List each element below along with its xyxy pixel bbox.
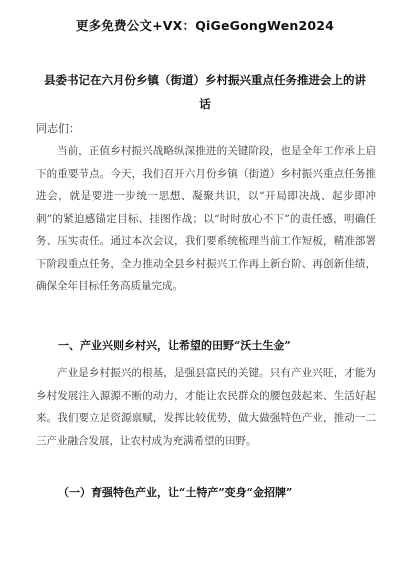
document-title: 县委书记在六月份乡镇（街道）乡村振兴重点任务推进会上的讲话	[44, 73, 366, 111]
subsection-heading-1: （一）育强特色产业，让“土特产”变身“金招牌”	[58, 486, 293, 499]
salutation: 同志们：	[36, 122, 80, 135]
paragraph-industry: 产业是乡村振兴的根基，是强县富民的关键。只有产业兴旺，才能为乡村发展注入源源不断的动力，才能让农民群众的腰包鼓起来、生活好起来。我们要立足资源禀赋，发挥比较优势，做大做强特色产业，推动一二三产业融合发展，让农村成为充满希望的田野。	[36, 367, 376, 447]
section-heading-1: 一、产业兴则乡村兴，让希望的田野“沃土生金”	[58, 339, 291, 352]
promo-header: 更多免费公文+VX：QiGeGongWen2024	[75, 18, 335, 33]
paragraph-intro: 当前，正值乡村振兴战略纵深推进的关键阶段，也是全年工作承上启下的重要节点。今天，我们召开六月份乡镇（街道）乡村振兴重点任务推进会，就是要进一步统一思想、凝聚共识，以“开局即决战、起步即冲刺”的紧迫感锚定目标、挂图作战；以“时时放心不下”的责任感，明确任务、压实责任。通过本次会议，我们要系统梳理当前工作短板，精准部署下阶段重点任务，全力推动全县乡村振兴工作再上新台阶、再创新佳绩，确保全年目标任务高质量完成。	[36, 145, 376, 292]
